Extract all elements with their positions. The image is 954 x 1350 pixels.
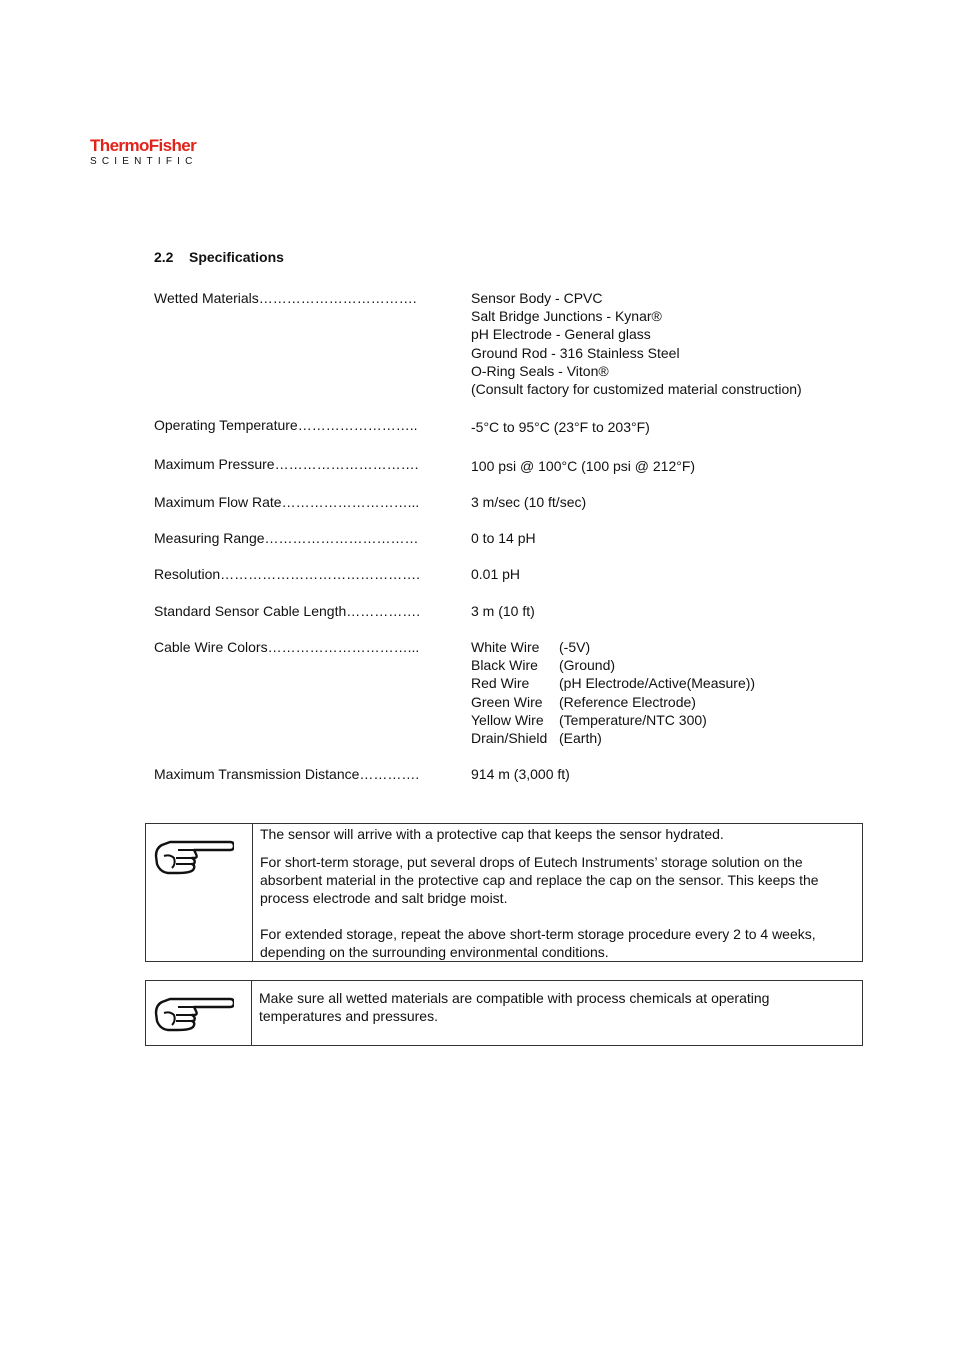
spec-label-measuring-range: Measuring Range…………………………… (154, 530, 419, 546)
wire-row (471, 656, 755, 674)
pointing-hand-icon (154, 836, 234, 878)
material-item: Salt Bridge Junctions - Kynar® (471, 308, 662, 325)
wire-row (471, 693, 755, 711)
section-number: 2.2 (154, 249, 174, 265)
wire-name: Red Wire (471, 675, 530, 692)
wire-row (471, 674, 755, 692)
wire-row (471, 711, 755, 729)
spec-label-maximum-flow-rate: Maximum Flow Rate………………………... (154, 494, 420, 510)
wire-function: (Temperature/NTC 300) (559, 711, 707, 728)
note-paragraph: The sensor will arrive with a protective cap that keeps the sensor hydrated. (260, 826, 724, 842)
wire-function: (pH Electrode/Active(Measure)) (559, 675, 756, 692)
wire-function: (Earth) (559, 729, 602, 746)
note-text (260, 824, 852, 961)
note-icon-cell (146, 824, 253, 961)
spec-value-operating-temperature: -5°C to 95°C (23°F to 203°F) (471, 419, 650, 435)
spec-label-transmission-distance: Maximum Transmission Distance…………. (154, 766, 420, 782)
note-paragraph: Make sure all wetted materials are compatible with process chemicals at operating temperatures and pressures. (259, 990, 770, 1024)
spec-value-wetted-materials (471, 289, 802, 398)
spec-label-wetted-materials: Wetted Materials……………………………. (154, 290, 417, 306)
wire-name: Green Wire (471, 693, 543, 710)
note-text (259, 989, 852, 1025)
compatibility-note-box (145, 980, 863, 1046)
wire-name: White Wire (471, 639, 540, 655)
logo-scientific: SCIENTIFIC (90, 156, 198, 167)
spec-value-measuring-range: 0 to 14 pH (471, 530, 536, 546)
logo-fisher: Fisher (148, 136, 197, 155)
material-item: Sensor Body - CPVC (471, 290, 603, 306)
pointing-hand-icon (154, 993, 234, 1035)
spec-value-maximum-flow-rate: 3 m/sec (10 ft/sec) (471, 494, 587, 510)
spec-value-cable-length: 3 m (10 ft) (471, 603, 535, 619)
spec-value-maximum-pressure: 100 psi @ 100°C (100 psi @ 212°F) (471, 458, 696, 474)
spec-value-cable-wire-colors (471, 638, 755, 747)
wire-function: (-5V) (559, 639, 591, 655)
spec-label-maximum-pressure: Maximum Pressure…………………………. (154, 456, 419, 472)
spec-label-resolution: Resolution……………………………………. (154, 566, 421, 582)
material-item: O-Ring Seals - Viton® (471, 362, 609, 379)
section-heading (154, 249, 284, 265)
spec-label-cable-length: Standard Sensor Cable Length……………. (154, 603, 421, 619)
logo-thermo: Thermo (90, 136, 149, 155)
note-icon-cell (146, 981, 252, 1045)
wire-function: (Reference Electrode) (559, 693, 696, 710)
wire-function: (Ground) (559, 657, 616, 674)
wire-row (471, 638, 755, 656)
note-paragraph: For short-term storage, put several drops of Eutech Instruments’ storage solution on the absorbent material in the protective cap and replace the cap on the sensor. This keeps the process electrode and salt bridge moist. (260, 854, 819, 906)
note-paragraph: For extended storage, repeat the above short-term storage procedure every 2 to 4 weeks, depending on the surrounding environmental conditions. (260, 926, 816, 960)
material-item: (Consult factory for customized material construction) (471, 380, 802, 397)
section-title: Specifications (189, 249, 284, 265)
wire-name: Black Wire (471, 657, 538, 674)
wire-name: Drain/Shield (471, 729, 548, 746)
thermo-fisher-logo (90, 136, 198, 167)
material-item: pH Electrode - General glass (471, 326, 651, 343)
wire-row (471, 729, 755, 747)
spec-value-resolution: 0.01 pH (471, 566, 521, 582)
spec-value-transmission-distance: 914 m (3,000 ft) (471, 766, 570, 782)
wire-name: Yellow Wire (471, 711, 544, 728)
logo-wordmark (90, 136, 198, 156)
material-item: Ground Rod - 316 Stainless Steel (471, 344, 680, 361)
spec-label-operating-temperature: Operating Temperature…………………….. (154, 417, 418, 433)
spec-label-cable-wire-colors: Cable Wire Colors…………………………... (154, 639, 420, 655)
storage-note-box (145, 823, 863, 962)
